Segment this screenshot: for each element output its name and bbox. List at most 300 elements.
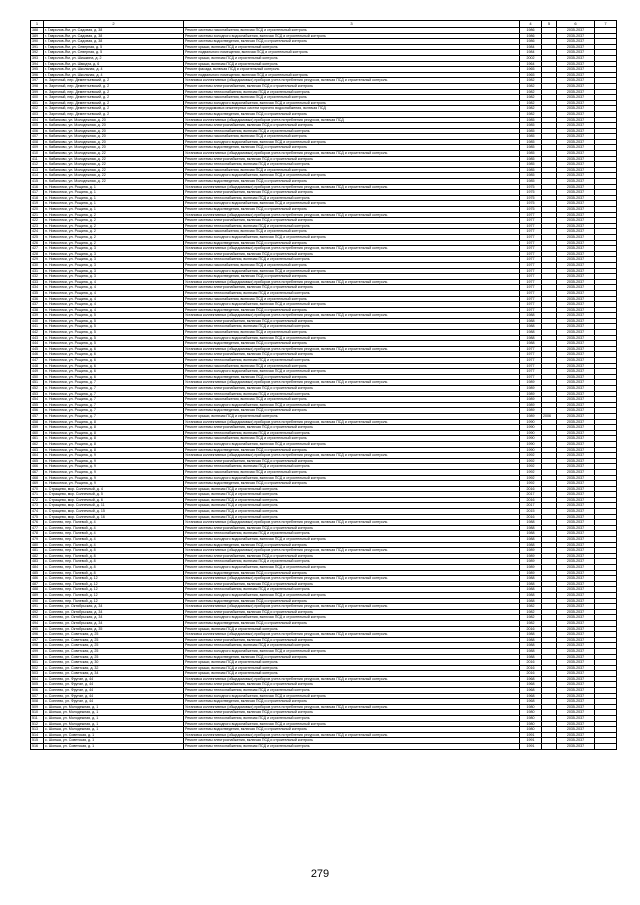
cell-col-3: Ремонт крыши, включая ПСД и строительный контроль	[184, 492, 520, 498]
cell-col-2: п. Новоселки, ул. Рощина, д. 5	[44, 335, 184, 341]
cell-col-2: с. Сопнево, ул. Октябрьская, д. 34	[44, 604, 184, 610]
cell-col-3: Ремонт системы теплоснабжения, включая ПСД и строительный контроль	[184, 464, 520, 470]
cell-col-4: 1989	[520, 408, 542, 414]
cell-col-2: с. Сопнево, пер. Полевой, д. 12	[44, 587, 184, 593]
cell-col-1: 396	[31, 72, 44, 78]
cell-col-2: п. Новоселки, ул. Рощина, д. 2	[44, 212, 184, 218]
cell-col-3: Ремонт крыши, включая ПСД и строительный контроль	[184, 514, 520, 520]
cell-col-3: Ремонт системы газоснабжения, включая ПСД и строительный контроль	[184, 436, 520, 442]
cell-col-6: 2035-2037	[557, 95, 595, 101]
cell-col-6: 2035-2037	[557, 721, 595, 727]
cell-col-6: 2035-2037	[557, 492, 595, 498]
cell-col-6: 2035-2037	[557, 441, 595, 447]
cell-col-3: Ремонт системы электроснабжения, включая ПСД и строительный контроль	[184, 581, 520, 587]
cell-col-3: Ремонт системы холодного водоснабжения, включая ПСД и строительный контроль	[184, 565, 520, 571]
cell-col-6: 2035-2037	[557, 302, 595, 308]
cell-col-4: 1986	[520, 39, 542, 45]
cell-col-1: 490	[31, 598, 44, 604]
cell-col-6: 2035-2037	[557, 246, 595, 252]
cell-col-3: Ремонт системы водоотведения, включая ПСД и строительный контроль	[184, 374, 520, 380]
cell-col-3: Установка коллективных (общедомовых) приборов учета потребления ресурсов, включая ПСД и строительный контроль	[184, 632, 520, 638]
cell-col-2: п. Новоселки, ул. Рощина, д. 9	[44, 481, 184, 487]
cell-col-3: Ремонт системы холодного водоснабжения, включая ПСД и строительный контроль	[184, 234, 520, 240]
cell-col-1: 499	[31, 648, 44, 654]
cell-col-2: п. Кабанково, ул. Молодежная, д. 20	[44, 128, 184, 134]
cell-col-1: 440	[31, 318, 44, 324]
cell-col-2: п. Новоселки, ул. Рощина, д. 7	[44, 402, 184, 408]
cell-col-1: 409	[31, 145, 44, 151]
cell-col-2: п. Заречный, пер. Дементьевский, д. 2	[44, 83, 184, 89]
cell-col-2: с. Стращево, мкр. Солнечный, д. 4	[44, 486, 184, 492]
cell-col-1: 462	[31, 441, 44, 447]
cell-col-6: 2035-2037	[557, 648, 595, 654]
cell-col-1: 445	[31, 346, 44, 352]
cell-col-2: п. Заречный, пер. Дементьевский, д. 2	[44, 100, 184, 106]
cell-col-2: с. Шопша, ул. Советская, д. 1	[44, 738, 184, 744]
cell-col-6: 2035-2037	[557, 481, 595, 487]
cell-col-3: Ремонт системы теплоснабжения, включая ПСД и строительный контроль	[184, 430, 520, 436]
cell-col-3: Ремонт системы водоотведения, включая ПСД и строительный контроль	[184, 408, 520, 414]
cell-col-1: 412	[31, 162, 44, 168]
cell-col-3: Ремонт системы водоотведения, включая ПСД и строительный контроль	[184, 240, 520, 246]
cell-col-1: 478	[31, 531, 44, 537]
cell-col-4: 1988	[520, 537, 542, 543]
cell-col-1: 407	[31, 134, 44, 140]
cell-col-6: 2035-2037	[557, 408, 595, 414]
cell-col-4: 1990	[520, 425, 542, 431]
cell-col-4: 1988	[520, 330, 542, 336]
cell-col-4: 1989	[520, 397, 542, 403]
cell-col-1: 428	[31, 251, 44, 257]
cell-col-6: 2035-2037	[557, 704, 595, 710]
cell-col-3: Ремонт системы теплоснабжения, включая ПСД и строительный контроль	[184, 358, 520, 364]
cell-col-4: 2016	[520, 497, 542, 503]
cell-col-3: Ремонт системы теплоснабжения, включая ПСД и строительный контроль	[184, 744, 520, 750]
cell-col-3: Ремонт системы электроснабжения, включая ПСД и строительный контроль	[184, 83, 520, 89]
cell-col-2: п. Новоселки, ул. Рощина, д. 3	[44, 268, 184, 274]
col-3-header: 3	[184, 21, 520, 28]
cell-col-6: 2035-2037	[557, 509, 595, 515]
cell-col-6: 2035-2037	[557, 50, 595, 56]
cell-col-1: 504	[31, 676, 44, 682]
cell-col-1: 497	[31, 637, 44, 643]
cell-col-3: Ремонт системы электроснабжения, включая ПСД и строительный контроль	[184, 318, 520, 324]
cell-col-3: Ремонт системы водоотведения, включая ПСД и строительный контроль	[184, 542, 520, 548]
cell-col-3: Ремонт системы газоснабжения, включая ПСД и строительный контроль	[184, 363, 520, 369]
cell-col-2: с. Стращево, мкр. Солнечный, д. 16	[44, 514, 184, 520]
cell-col-1: 415	[31, 179, 44, 185]
cell-col-3: Установка коллективных (общедомовых) приборов учета потребления ресурсов, включая ПСД и строительный контроль	[184, 279, 520, 285]
cell-col-4: 1988	[520, 313, 542, 319]
cell-col-3: Ремонт системы электроснабжения, включая ПСД и строительный контроль	[184, 251, 520, 257]
cell-col-1: 512	[31, 721, 44, 727]
cell-col-2: п. Новоселки, ул. Рощина, д. 6	[44, 374, 184, 380]
cell-col-1: 503	[31, 671, 44, 677]
cell-col-1: 436	[31, 296, 44, 302]
cell-col-6: 2035-2037	[557, 296, 595, 302]
cell-col-6: 2035-2037	[557, 430, 595, 436]
cell-col-6: 2035-2037	[557, 609, 595, 615]
cell-col-1: 480	[31, 542, 44, 548]
cell-col-4: 1986	[520, 33, 542, 39]
cell-col-3: Ремонт крыши, включая ПСД и строительный контроль	[184, 503, 520, 509]
cell-col-1: 392	[31, 50, 44, 56]
cell-col-2: п. Заречный, пер. Дементьевский, д. 2	[44, 95, 184, 101]
cell-col-2: п. Новоселки, ул. Рощина, д. 3	[44, 251, 184, 257]
cell-col-3: Ремонт системы электроснабжения, включая ПСД и строительный контроль	[184, 425, 520, 431]
cell-col-3: Установка коллективных (общедомовых) приборов учета потребления ресурсов, включая ПСД и строительный контроль	[184, 576, 520, 582]
cell-col-4: 1991	[520, 732, 542, 738]
cell-col-2: с. Сопнево, ул. Фрунзе, д. 44	[44, 676, 184, 682]
cell-col-6: 2035-2037	[557, 218, 595, 224]
cell-col-2: п. Новоселки, ул. Рощина, д. 3	[44, 274, 184, 280]
cell-col-2: п. Новоселки, ул. Рощина, д. 6	[44, 369, 184, 375]
cell-col-2: г. Гаврилов-Ям, ул. Северная, д. 5	[44, 44, 184, 50]
cell-col-3: Установка коллективных (общедомовых) приборов учета потребления ресурсов, включая ПСД и строительный контроль	[184, 520, 520, 526]
cell-col-1: 494	[31, 620, 44, 626]
cell-col-2: г. Гаврилов-Ям, ул. Школьная, д. 4	[44, 72, 184, 78]
cell-col-3: Установка коллективных (общедомовых) приборов учета потребления ресурсов, включая ПСД и строительный контроль	[184, 704, 520, 710]
cell-col-4: 1990	[520, 419, 542, 425]
col-5-header: 5	[542, 21, 557, 28]
cell-col-4: 1985	[520, 145, 542, 151]
column-number-row	[31, 21, 617, 28]
cell-col-1: 469	[31, 481, 44, 487]
cell-col-6: 2035-2037	[557, 520, 595, 526]
cell-col-6: 2035-2037	[557, 207, 595, 213]
cell-col-6: 2035-2037	[557, 660, 595, 666]
cell-col-6: 2035-2037	[557, 531, 595, 537]
table-row	[31, 744, 617, 750]
cell-col-4: 1964	[520, 61, 542, 67]
cell-col-4: 1980	[520, 727, 542, 733]
cell-col-4: 1989	[520, 402, 542, 408]
cell-col-6: 2035-2037	[557, 469, 595, 475]
cell-col-4: 1982	[520, 89, 542, 95]
cell-col-4: 1982	[520, 95, 542, 101]
cell-col-4: 1968	[520, 699, 542, 705]
cell-col-2: с. Сопнево, ул. Советская, д. 32	[44, 665, 184, 671]
cell-col-1: 447	[31, 358, 44, 364]
cell-col-2: п. Новоселки, ул. Рощина, д. 1	[44, 207, 184, 213]
cell-col-2: п. Новоселки, ул. Рощина, д. 4	[44, 296, 184, 302]
cell-col-6: 2035-2037	[557, 514, 595, 520]
cell-col-6: 2035-2037	[557, 134, 595, 140]
cell-col-2: п. Новоселки, ул. Рощина, д. 1	[44, 201, 184, 207]
cell-col-1: 448	[31, 363, 44, 369]
cell-col-4: 1980	[520, 716, 542, 722]
cell-col-2: п. Новоселки, ул. Рощина, д. 5	[44, 330, 184, 336]
cell-col-2: п. Новоселки, ул. Рощина, д. 3	[44, 257, 184, 263]
cell-col-4: 1975	[520, 184, 542, 190]
cell-col-1: 463	[31, 447, 44, 453]
cell-col-4: 1988	[520, 318, 542, 324]
cell-col-3: Ремонт системы холодного водоснабжения, включая ПСД и строительный контроль	[184, 615, 520, 621]
cell-col-1: 402	[31, 106, 44, 112]
cell-col-4: 1977	[520, 229, 542, 235]
cell-col-4: 2016	[520, 671, 542, 677]
cell-col-2: с. Сопнево, пер. Полевой, д. 4	[44, 520, 184, 526]
cell-col-3: Ремонт системы водоотведения, включая ПСД и строительный контроль	[184, 481, 520, 487]
cell-col-4: 1988	[520, 648, 542, 654]
cell-col-4: 1985	[520, 156, 542, 162]
cell-col-1: 498	[31, 643, 44, 649]
cell-col-1: 513	[31, 727, 44, 733]
cell-col-4: 1989	[520, 570, 542, 576]
cell-col-2: с. Сопнево, ул. Октябрьская, д. 34	[44, 609, 184, 615]
cell-col-4: 1982	[520, 604, 542, 610]
cell-col-1: 473	[31, 503, 44, 509]
cell-col-1: 408	[31, 139, 44, 145]
cell-col-4: 1989	[520, 559, 542, 565]
cell-col-6: 2035-2037	[557, 151, 595, 157]
cell-col-1: 432	[31, 274, 44, 280]
cell-col-4: 1977	[520, 246, 542, 252]
cell-col-6: 2035-2037	[557, 106, 595, 112]
cell-col-2: п. Новоселки, ул. Рощина, д. 9	[44, 453, 184, 459]
cell-col-1: 424	[31, 229, 44, 235]
cell-col-1: 451	[31, 380, 44, 386]
cell-col-2: с. Шопша, ул. Молодежная, д. 1	[44, 710, 184, 716]
cell-col-2: с. Сопнево, ул. Октябрьская, д. 34	[44, 615, 184, 621]
cell-col-6: 2035-2037	[557, 111, 595, 117]
cell-col-6: 2035-2037	[557, 44, 595, 50]
cell-col-4: 1989	[520, 548, 542, 554]
cell-col-3: Ремонт системы водоотведения, включая ПСД и строительный контроль	[184, 111, 520, 117]
cell-col-1: 391	[31, 44, 44, 50]
cell-col-3: Ремонт системы газоснабжения, включая ПСД и строительный контроль	[184, 469, 520, 475]
cell-col-4: 1988	[520, 531, 542, 537]
cell-col-4: 1985	[520, 179, 542, 185]
cell-col-2: с. Сопнево, пер. Полевой, д. 8	[44, 570, 184, 576]
cell-col-1: 438	[31, 307, 44, 313]
cell-col-4: 1991	[520, 738, 542, 744]
cell-col-1: 457	[31, 413, 44, 419]
cell-col-5: 2006	[542, 413, 557, 419]
cell-col-2: п. Новоселки, ул. Рощина, д. 7	[44, 391, 184, 397]
cell-col-3: Ремонт системы газоснабжения, включая ПСД и строительный контроль	[184, 28, 520, 34]
cell-col-6: 2035-2037	[557, 83, 595, 89]
cell-col-6: 2035-2037	[557, 268, 595, 274]
cell-col-1: 510	[31, 710, 44, 716]
cell-col-6: 2035-2037	[557, 386, 595, 392]
cell-col-4: 1988	[520, 598, 542, 604]
cell-col-4: 1977	[520, 257, 542, 263]
cell-col-4: 1988	[520, 632, 542, 638]
cell-col-2: п. Новоселки, ул. Рощина, д. 4	[44, 290, 184, 296]
cell-col-6: 2035-2037	[557, 425, 595, 431]
cell-col-1: 454	[31, 397, 44, 403]
cell-col-4: 1992	[520, 458, 542, 464]
cell-col-2: п. Новоселки, ул. Рощина, д. 8	[44, 447, 184, 453]
cell-col-4: 1985	[520, 128, 542, 134]
cell-col-3: Ремонт системы водоотведения, включая ПСД и строительный контроль	[184, 598, 520, 604]
cell-col-1: 459	[31, 425, 44, 431]
cell-col-3: Ремонт системы водоотведения, включая ПСД и строительный контроль	[184, 570, 520, 576]
cell-col-4: 1977	[520, 290, 542, 296]
cell-col-4: 2017	[520, 503, 542, 509]
cell-col-2: с. Сопнево, пер. Полевой, д. 12	[44, 598, 184, 604]
cell-col-1: 390	[31, 39, 44, 45]
cell-col-4: 1988	[520, 643, 542, 649]
cell-col-2: п. Новоселки, ул. Рощина, д. 5	[44, 341, 184, 347]
cell-col-2: п. Заречный, пер. Дементьевский, д. 2	[44, 106, 184, 112]
cell-col-2: с. Сопнево, пер. Полевой, д. 8	[44, 553, 184, 559]
cell-col-3: Ремонт крыши, включая ПСД и строительный контроль	[184, 413, 520, 419]
cell-col-4: 1975	[520, 195, 542, 201]
cell-col-4: 1985	[520, 151, 542, 157]
cell-col-4: 2017	[520, 492, 542, 498]
cell-col-4: 1977	[520, 296, 542, 302]
cell-col-1: 395	[31, 67, 44, 73]
cell-col-6: 2035-2037	[557, 688, 595, 694]
cell-col-2: п. Кабанково, ул. Молодежная, д. 22	[44, 167, 184, 173]
cell-col-1: 394	[31, 61, 44, 67]
cell-col-1: 422	[31, 218, 44, 224]
cell-col-6: 2035-2037	[557, 190, 595, 196]
cell-col-1: 481	[31, 548, 44, 554]
cell-col-2: с. Сопнево, ул. Советская, д. 25	[44, 632, 184, 638]
cell-col-3: Ремонт крыши, включая ПСД и строительный контроль	[184, 497, 520, 503]
cell-col-2: с. Сопнево, ул. Советская, д. 25	[44, 654, 184, 660]
cell-col-3: Ремонт системы водоотведения, включая ПСД и строительный контроль	[184, 274, 520, 280]
cell-col-6: 2035-2037	[557, 553, 595, 559]
cell-col-6: 2035-2037	[557, 162, 595, 168]
cell-col-6: 2035-2037	[557, 128, 595, 134]
cell-col-4: 2016	[520, 665, 542, 671]
cell-col-2: п. Кабанково, ул. Молодежная, д. 20	[44, 117, 184, 123]
cell-col-3: Ремонт системы холодного водоснабжения, включая ПСД и строительный контроль	[184, 369, 520, 375]
cell-col-3: Ремонт системы газоснабжения, включая ПСД и строительный контроль	[184, 167, 520, 173]
cell-col-3: Ремонт крыши, включая ПСД и строительный контроль	[184, 509, 520, 515]
cell-col-6: 2035-2037	[557, 453, 595, 459]
cell-col-2: п. Новоселки, ул. Рощина, д. 7	[44, 397, 184, 403]
cell-col-6: 2035-2037	[557, 654, 595, 660]
cell-col-2: с. Сопнево, пер. Полевой, д. 8	[44, 548, 184, 554]
cell-col-1: 406	[31, 128, 44, 134]
cell-col-2: п. Новоселки, ул. Рощина, д. 2	[44, 218, 184, 224]
cell-col-6: 2035-2037	[557, 464, 595, 470]
cell-col-6: 2035-2037	[557, 475, 595, 481]
cell-col-3: Ремонт крыши, включая ПСД и строительный контроль	[184, 626, 520, 632]
cell-col-2: г. Гаврилов-Ям, ул. Садовая, д. 38	[44, 28, 184, 34]
cell-col-4: 1968	[520, 688, 542, 694]
cell-col-1: 398	[31, 83, 44, 89]
cell-col-4: 1968	[520, 682, 542, 688]
cell-col-4: 1988	[520, 335, 542, 341]
cell-col-6: 2035-2037	[557, 581, 595, 587]
cell-col-4: 1992	[520, 481, 542, 487]
cell-col-4: 1990	[520, 436, 542, 442]
cell-col-3: Ремонт крыши, включая ПСД и строительный контроль	[184, 671, 520, 677]
cell-col-1: 465	[31, 458, 44, 464]
cell-col-4: 2015	[520, 509, 542, 515]
cell-col-4: 1982	[520, 83, 542, 89]
cell-col-4: 1990	[520, 441, 542, 447]
cell-col-6: 2035-2037	[557, 548, 595, 554]
cell-col-3: Ремонт фасада, включая ПСД и строительный контроль	[184, 67, 520, 73]
cell-col-3: Ремонт системы водоотведения, включая ПСД и строительный контроль	[184, 207, 520, 213]
cell-col-6: 2035-2037	[557, 397, 595, 403]
cell-col-2: п. Новоселки, ул. Рощина, д. 7	[44, 413, 184, 419]
cell-col-6: 2035-2037	[557, 402, 595, 408]
cell-col-6: 2035-2037	[557, 346, 595, 352]
cell-col-1: 425	[31, 234, 44, 240]
cell-col-3: Установка коллективных (общедомовых) приборов учета потребления ресурсов, включая ПСД и строительный контроль	[184, 212, 520, 218]
cell-col-7	[595, 744, 617, 750]
cell-col-1: 397	[31, 78, 44, 84]
cell-col-1: 505	[31, 682, 44, 688]
cell-col-3: Ремонт системы теплоснабжения, включая ПСД и строительный контроль	[184, 128, 520, 134]
cell-col-2: п. Новоселки, ул. Рощина, д. 4	[44, 302, 184, 308]
cell-col-4: 1977	[520, 274, 542, 280]
cell-col-2: с. Сопнево, пер. Полевой, д. 12	[44, 581, 184, 587]
cell-col-2: п. Кабанково, ул. Молодежная, д. 22	[44, 173, 184, 179]
cell-col-6: 2035-2037	[557, 559, 595, 565]
cell-col-4: 2016	[520, 514, 542, 520]
cell-col-2: п. Кабанково, ул. Молодежная, д. 20	[44, 134, 184, 140]
cell-col-2: с. Сопнево, пер. Полевой, д. 4	[44, 531, 184, 537]
cell-col-1: 389	[31, 33, 44, 39]
cell-col-1: 477	[31, 525, 44, 531]
cell-col-4: 1982	[520, 609, 542, 615]
cell-col-3: Установка коллективных (общедомовых) приборов учета потребления ресурсов, включая ПСД	[184, 117, 520, 123]
cell-col-3: Ремонт системы холодного водоснабжения, включая ПСД и строительный контроль	[184, 100, 520, 106]
document-table-wrapper	[30, 20, 616, 750]
cell-col-6: 2035-2037	[557, 391, 595, 397]
cell-col-2: г. Гаврилов-Ям, ул. Шмидта, д. 6	[44, 61, 184, 67]
cell-col-1: 416	[31, 184, 44, 190]
cell-col-3: Ремонт системы холодного водоснабжения, включая ПСД и строительный контроль	[184, 721, 520, 727]
cell-col-6: 2035-2037	[557, 55, 595, 61]
cell-col-2: с. Сопнево, пер. Полевой, д. 4	[44, 525, 184, 531]
cell-col-5	[542, 744, 557, 750]
cell-col-4: 1985	[520, 117, 542, 123]
cell-col-6: 2035-2037	[557, 693, 595, 699]
cell-col-3: Ремонт системы холодного водоснабжения, включая ПСД и строительный контроль	[184, 648, 520, 654]
cell-col-4: 1988	[520, 520, 542, 526]
cell-col-2: п. Новоселки, ул. Рощина, д. 8	[44, 425, 184, 431]
cell-col-2: с. Шопша, ул. Молодежная, д. 1	[44, 716, 184, 722]
cell-col-4: 1975	[520, 190, 542, 196]
cell-col-4: 1977	[520, 358, 542, 364]
cell-col-4: 1977	[520, 268, 542, 274]
cell-col-1: 488	[31, 587, 44, 593]
cell-col-4: 1965	[520, 72, 542, 78]
cell-col-4: 1977	[520, 352, 542, 358]
cell-col-1: 479	[31, 537, 44, 543]
cell-col-2: с. Сопнево, ул. Октябрьская, д. 34	[44, 620, 184, 626]
cell-col-3: Установка коллективных (общедомовых) приборов учета потребления ресурсов, включая ПСД и строительный контроль	[184, 380, 520, 386]
cell-col-2: с. Сопнево, пер. Полевой, д. 12	[44, 576, 184, 582]
cell-col-6: 2035-2037	[557, 620, 595, 626]
cell-col-3: Ремонт системы холодного водоснабжения, включая ПСД и строительный контроль	[184, 592, 520, 598]
cell-col-3: Ремонт системы холодного водоснабжения, включая ПСД и строительный контроль	[184, 302, 520, 308]
cell-col-1: 509	[31, 704, 44, 710]
cell-col-2: п. Новоселки, ул. Рощина, д. 9	[44, 469, 184, 475]
cell-col-2: п. Заречный, пер. Дементьевский, д. 2	[44, 78, 184, 84]
cell-col-3: Ремонт системы газоснабжения, включая ПСД и строительный контроль	[184, 134, 520, 140]
cell-col-6: 2035-2037	[557, 72, 595, 78]
cell-col-4: 1982	[520, 100, 542, 106]
cell-col-4: 1977	[520, 369, 542, 375]
cell-col-3: Ремонт подвального помещения, включая ПСД и строительный контроль	[184, 50, 520, 56]
cell-col-1: 471	[31, 492, 44, 498]
cell-col-2: с. Стращево, мкр. Солнечный, д. 5	[44, 492, 184, 498]
cell-col-1: 474	[31, 509, 44, 515]
cell-col-1: 442	[31, 330, 44, 336]
cell-col-6: 2035-2037	[557, 537, 595, 543]
